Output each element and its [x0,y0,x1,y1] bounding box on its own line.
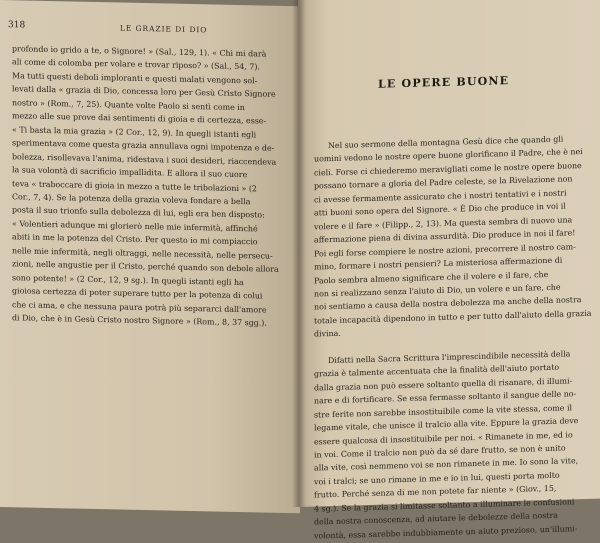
text-line: dalla grazia non può essere soltanto quella di risanare, di illumi- [314,376,573,393]
left-page [0,0,300,513]
text-line: levati dalla « grazia di Dio, concessa loro per Gesù Cristo Signore [12,84,276,100]
text-line: essere qualcosa di insostituibile per noi. « Rimanete in me, ed io [314,429,573,447]
right-page [298,0,600,541]
text-line: alla vite, così nemmeno voi se non rimanete in me. Io sono la vite, [314,456,579,473]
text-line: possano tornare a gloria del Padre celeste, se la Rivelazione non [314,174,573,191]
text-line: volere e il fare » (Filipp., 2, 13). Ma questa sembra di nuovo una [314,215,573,232]
text-line: che ci ama, e che nessuna paura potrà più separarci dall'amore [12,299,267,315]
text-line: zioni, nelle angustie per il Cristo, perché quando son debole allora [12,259,279,275]
text-line: uomini vedono le nostre opere buone glorificano il Padre, che è nei [314,147,583,165]
text-line: Paolo sembra almeno significare che il volere e il fare, che [314,269,549,286]
right-text-column [314,132,592,543]
text-line: ci avesse fermamente assicurato che i nostri tentativi e i nostri [314,188,567,205]
text-line: di Dio, che è in Gesù Cristo nostro Signore » (Rom., 8, 37 sgg.). [12,313,267,328]
text-line: non si realizzano senza l'aiuto di Dio, un volere e un fare, che [314,282,561,299]
text-line: Difatti nella Sacra Scrittura l'imprescindibile necessità della [328,349,571,365]
text-line: frutto. Perché senza di me non potete far niente » (Giov., 15, [314,484,557,500]
text-line: mino, formare i nostri pensieri? La misteriosa affermazione di [314,255,563,272]
chapter-title: LE OPERE BUONE [378,74,510,91]
text-line: della nostra conoscenza, ad aiutare le debolezze della nostra [314,510,558,527]
text-line: cieli. Forse ci chiederemo meravigliati come le nostre opere buone [314,160,582,178]
text-line: nostro » (Rom., 7, 25). Quante volte Paolo si sentì come in [12,98,245,112]
text-line: Ma tutti questi deboli imploranti e questi malati vengono sol- [12,71,258,86]
text-line: teva « traboccare di gioia in mezzo a tutte le tribolazioni » (2 [12,178,257,193]
text-line: voi i tralci; se uno rimane in me e io in lui, questi porta molto [314,470,560,487]
text-line: in voi. Come il tralcio non può da sé dare frutto, se non è unito [314,443,566,460]
page-number: 318 [8,20,26,31]
text-line: legame vitale, che unisce il tralcio alla vite. Eppure la grazia deve [314,416,579,433]
text-line: sono potente! » (2 Cor., 12, 9 sg.). In quegli istanti egli ha [12,272,244,287]
text-line: Cor., 7, 4). Se la potenza della grazia voleva fondare a bella [12,192,251,207]
text-line: affermazione piena di divina assurdità. Dio produce in noi il fare! [314,228,576,245]
text-line: « Volentieri adunque mi glorierò nelle mie infermità, affinché [12,219,258,234]
text-line: « Ti basta la mia grazia » (2 Cor., 12, 9). In quegli istanti egli [12,124,257,140]
text-line: atti buoni sono opera del Signore. « È Dio che produce in voi il [314,201,566,218]
text-line: nare e di fortificare. Se essa fermasse soltanto il sangue delle no- [314,389,577,406]
book-gutter [292,0,306,507]
text-line: stre ferite non sarebbe insostituibile come la vite stessa, come il [314,402,572,420]
text-line: gioiosa certezza di poter superare tutto per la potenza di colui [12,286,263,301]
text-line: totale incapacità dipendono in tutto e per tutto dall'aiuto della grazia [314,308,592,326]
left-text-column [12,42,284,330]
text-line: sperimentava come questa grazia annullava ogni impotenza e de- [12,138,275,153]
text-line: la sua volontà di sacrificio impallidita. E allora il suo cuore [12,165,248,180]
text-line: profondo io grido a te, o Signore! » (Sal., 129, 1). « Chi mi darà [12,44,267,59]
text-line: ali come di colomba per volare e trovar riposo? » (Sal., 54, 7). [12,57,260,72]
text-line: abiti in me la potenza del Cristo. Per questo io mi compiaccio [12,232,258,247]
text-line: nelle mie infermità, negli oltraggi, nelle necessità, nelle persecu- [12,246,273,261]
text-line: volontà, essa sarebbe indubbiamente un aiuto prezioso, un'illumi- [314,523,578,541]
text-line: posta il suo trionfo sulla debolezza di lui, egli era ben disposto: [12,205,265,220]
text-line: bolezza, risollevava l'anima, ridestava i suoi desideri, riaccendeva [12,151,277,167]
text-line: mezzo alle sue prove dai sentimenti di gioia e di certezza, esse- [12,111,267,126]
text-line: divina. [314,329,341,339]
running-head: LE GRAZIE DI DIO [120,23,208,35]
text-line: grazia è talmente accentuata che la finalità dell'aiuto portato [314,362,560,379]
text-line: 4 sg.). Se la grazia si limitasse soltanto a illuminare le confusioni [314,497,575,514]
text-line: Nel suo sermone della montagna Gesù dice che quando gli [328,134,564,151]
text-line: Poi egli forse compiere le nostre azioni, precorrere il nostro cam- [314,241,576,259]
text-line: noi sentiamo a causa della nostra debolezza ma anche della nostra [314,295,582,312]
